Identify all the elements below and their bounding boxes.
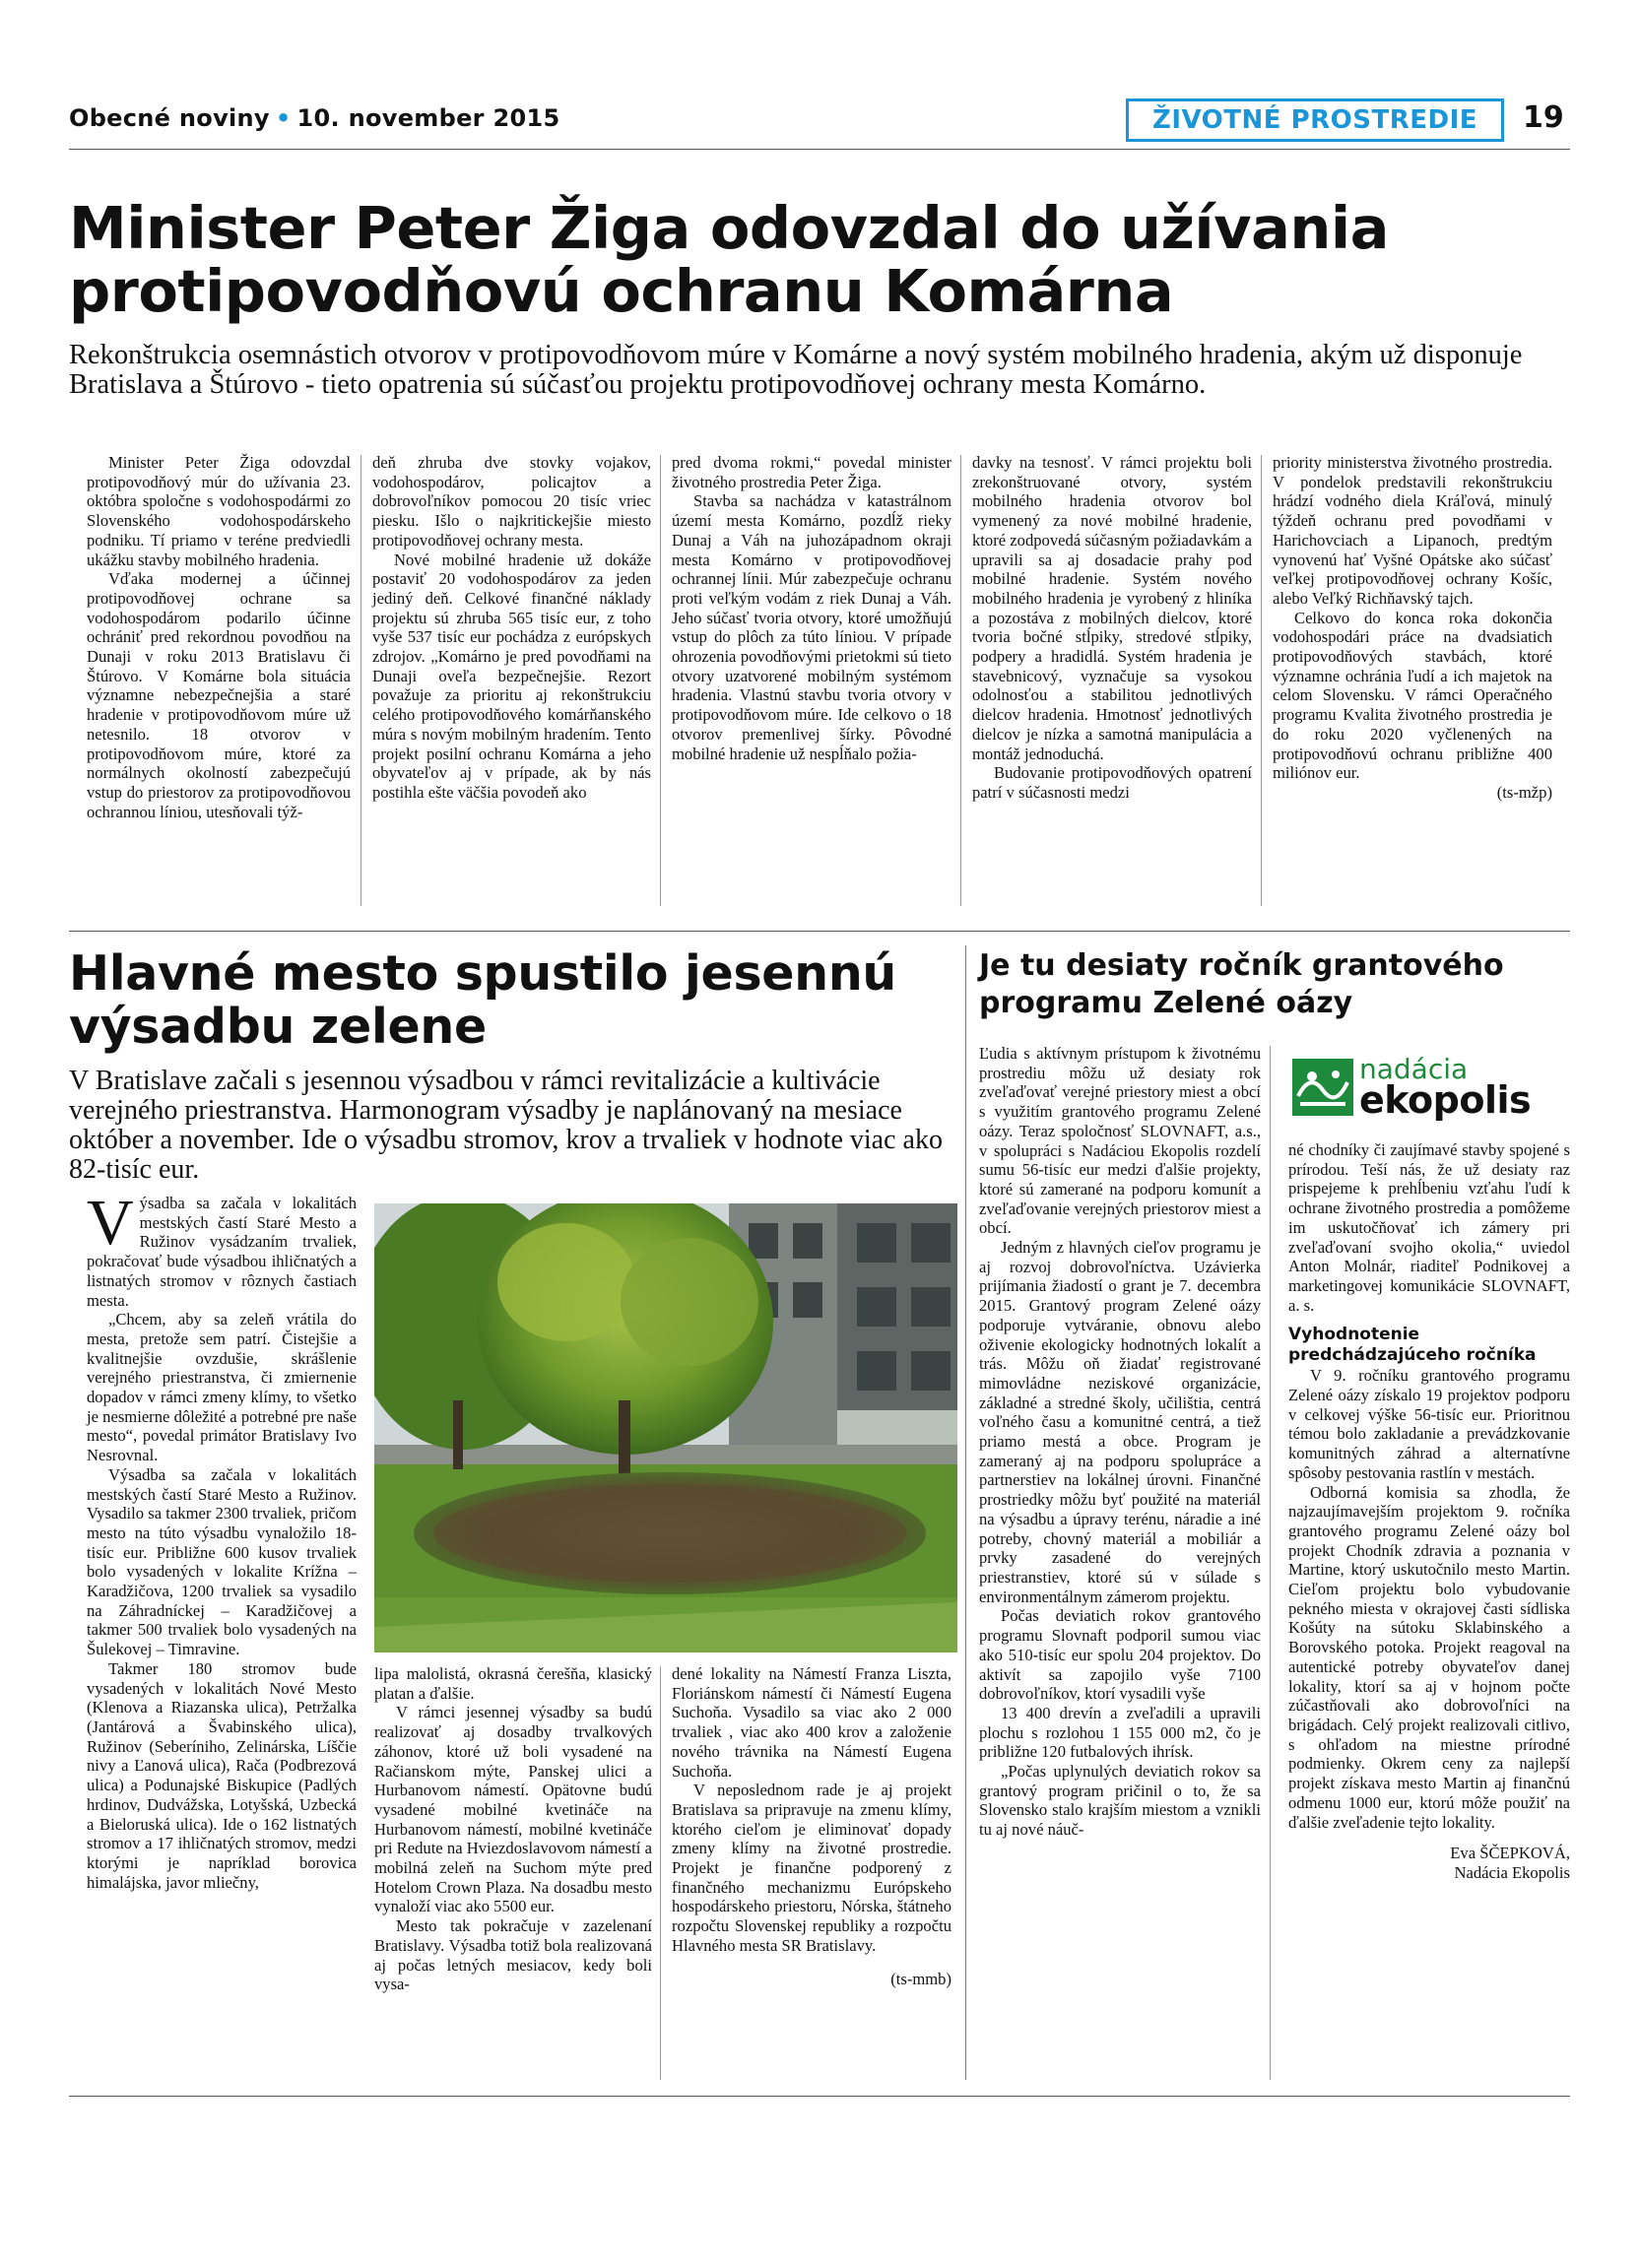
article2-lead: V Bratislave začali s jesennou výsadbou v rámci revitalizácie a kultivácie verejného priestranstva. Harmonogram výsadby je naplánovaný na mesiace október a november. Ide o výsadbu stromov, krov a trvaliek v hodnote viac ako 82-tisíc eur. — [69, 1066, 943, 1185]
column-divider — [660, 455, 661, 906]
column-divider — [660, 1666, 661, 2080]
headline-line: Je tu desiaty ročník grantového — [979, 948, 1504, 983]
separator-dot: • — [275, 104, 292, 132]
paragraph: Odborná komisia sa zhodla, že najzaujímavejším projektom 9. ročníka grantového programu Zelené oázy bol projekt Chodník zdravia a poznania v Martine, ktorý uskutočnilo mesto Martin. Cieľom projektu bolo vybudovanie pekného miesta v okrajovej časti sídliska Košúty na sútoku Sklabinského a Borovského potoka. Projekt reagoval na autentické potreby obyvateľov danej lokality, ktorí sa aj v hojnom počte zúčastňovali ako dobrovoľníci na brigádach. Celý projekt realizovali citlivo, s ohľadom na miestne prírodné podmienky. Okrem ceny za najlepší projekt získava mesto Martin aj finančnú odmenu 1000 eur, ktorú môže použiť na ďalšie zveľadenie tejto lokality. — [1288, 1482, 1570, 1832]
column-divider — [960, 455, 961, 906]
article3-headline — [979, 947, 1570, 1022]
ekopolis-logo — [1292, 1053, 1574, 1124]
paragraph: Takmer 180 stromov bude vysadených v lokalitách Nové Mesto (Klenova a Riazanska ulica), Petržalka (Jantárová a Švabinského ulica), Ružinov (Seberíniho, Zelinárska, Líščie nivy a Ľanová ulica), Rača (Podbrezová ulica) a Podunajské Biskupice (Padlých hrdinov, Dudvážska, Lotyšská, Uzbecká a Bieloruská ulica). Ide o 162 listnatých stromov a 17 ihličnatých stromov, medzi ktorými je napríklad borovica himalájska, javor mliečny, — [87, 1658, 357, 1892]
paragraph: davky na tesnosť. V rámci projektu boli zrekonštruované otvory, systém mobilného hradenia otvorov bol vymenený za nové mobilné hradenie, ktoré zodpovedá súčasným požiadavkám a upravili sa aj dosadacie prahy pod mobilné hradenie. Systém nového mobilného hradenia je vyrobený z hliníka a pozostáva z mobilných dielcov, ktoré tvoria bočné stĺpiky, stredové stĺpiky, podpery a hradidlá. Systém hradenia je stavebnicový, vyznačuje sa vysokou odolnosťou a stabilitou jednotlivých dielcov hradenia. Hmotnosť jednotlivých dielcov je nízka a samotná manipulácia a montáž jednoduchá. — [972, 453, 1252, 763]
headline-line: Hlavné mesto spustilo jesennú — [69, 945, 896, 1002]
paragraph: V neposlednom rade je aj projekt Bratislava sa pripravuje na zmenu klímy, ktorého cieľom je eliminovať dopady zmeny klímy na životné prostredie. Projekt je finančne podporený z finančného mechanizmu Európskeho hospodárskeho priestoru, Nórska, štátneho rozpočtu Slovenskej republiky a rozpočtu Hlavného mesta SR Bratislavy. — [672, 1781, 951, 1955]
headline-line: programu Zelené oázy — [979, 986, 1353, 1020]
paragraph: Počas deviatich rokov grantového programu Slovnaft podporil sumou viac ako 510-tisíc eur spolu 204 projektov. Do aktivít sa zapojilo vyše 7100 dobrovoľníkov, ktorí vysadili vyše — [979, 1606, 1261, 1704]
column-divider — [1270, 1046, 1271, 2080]
header-rule — [69, 149, 1570, 150]
article2-column-3 — [672, 1664, 951, 1988]
paragraph — [87, 1187, 357, 1310]
paragraph: né chodníky či zaujímavé stavby spojené s prírodou. Teší nás, že už desiaty raz prispejeme k prehĺbeniu vzťahu ľudí k ochrane životného prostredia a pomôžeme im uskutočňovať ich zámery pri zveľaďovaní svojho okolia,“ uviedol Anton Molnár, riaditeľ Podnikovej a marketingovej komunikácie SLOVNAFT, a. s. — [1288, 1140, 1570, 1315]
paragraph: Minister Peter Žiga odovzdal protipovodňový múr do užívania 23. októbra spoločne s vodohospodármi zo Slovenského vodohospodárskeho podniku. Tí priamo v teréne predviedli ukážku stavby mobilného hradenia. — [87, 453, 351, 569]
section-divider — [965, 945, 966, 2080]
article1-column-1 — [87, 453, 351, 821]
paragraph: „Počas uplynulých deviatich rokov sa grantový program pričinil o to, že sa Slovensko stalo krajším miestom a vznikli tu aj nové náuč- — [979, 1762, 1261, 1840]
paragraph: V rámci jesennej výsadby sa budú realizovať aj dosadby trvalkových záhonov, ktoré už boli vysadené na Račianskom mýte, Panskej ulici a Hurbanovom námestí. Opätovne budú vysadené mobilné kvetináče na Hurbanovom námestí, mobilné kvetináče pri Redute na Hviezdoslavovom námestí a mobilná zeleň na Suchom mýte pred Hotelom Crown Plaza. Na dosadbu mesto vynaloží viac ako 5500 eur. — [374, 1703, 652, 1916]
paragraph: pred dvoma rokmi,“ povedal minister životného prostredia Peter Žiga. — [672, 453, 951, 491]
paragraph: Mesto tak pokračuje v zazelenaní Bratislavy. Výsadba totiž bola realizovaná aj počas letných mesiacov, kedy boli vysa- — [374, 1916, 652, 1994]
drop-cap: V — [87, 1187, 134, 1259]
article2-column-2 — [374, 1664, 652, 1994]
headline-line: Minister Peter Žiga odovzdal do užívania — [69, 194, 1389, 262]
paragraph: Celkovo do konca roka dokončia vodohospodári práce na dvadsiatich protipovodňových stavbách, ktoré významne ochránia ľudí a ich majetok na celom Slovensku. V rámci Operačného programu Kvalita životného prostredia je do roku 2020 vyčlenených na protipovodňovú ochranu približne 400 miliónov eur. — [1273, 608, 1552, 783]
article2-headline — [69, 947, 955, 1054]
article2-column-1 — [87, 1187, 357, 1892]
headline-line: protipovodňovú ochranu Komárna — [69, 257, 1174, 325]
subheading-line: Vyhodnotenie — [1288, 1325, 1420, 1345]
article1-column-2 — [372, 453, 651, 803]
park-photo-image — [374, 1203, 957, 1652]
section-label: ŽIVOTNÉ PROSTREDIE — [1126, 98, 1504, 142]
article-signature: (ts-mmb) — [890, 1969, 951, 1988]
article3-column-2 — [1288, 1140, 1570, 1883]
paragraph: Budovanie protipovodňových opatrení patrí v súčasnosti medzi — [972, 763, 1252, 802]
paragraph: „Chcem, aby sa zeleň vrátila do mesta, pretože sem patrí. Čistejšie a kvalitnejšie ovzdušie, skrášlenie verejného priestranstva, či zmiernenie dopadov v rámci zmeny klímy, to všetko je nesmierne dôležité a potrebné pre naše mesto“, povedal primátor Bratislavy Ivo Nesrovnal. — [87, 1310, 357, 1465]
article1-column-4 — [972, 453, 1252, 803]
issue-date: 10. november 2015 — [296, 104, 560, 132]
paragraph: 13 400 drevín a zveľadili a upravili plochu s rozlohou 1 155 000 m2, čo je približne 120 futbalových ihrísk. — [979, 1703, 1261, 1762]
footer-rule — [69, 2096, 1570, 2097]
park-photo — [374, 1203, 957, 1652]
subheading-line: predchádzajúceho ročníka — [1288, 1345, 1537, 1366]
paragraph: deň zhruba dve stovky vojakov, vodohospodárov, policajtov a dobrovoľníkov pomocou 20 tisíc vriec piesku. Išlo o najkritickejšie miesto protipovodňovej ochrany mesta. — [372, 453, 651, 550]
page-number: 19 — [1523, 100, 1564, 135]
paragraph-text: ýsadba sa začala v lokalitách mestských častí Staré Mesto a Ružinov vysádzaním trvaliek, pokračovať bude výsadbou ihličnatých a listnatých stromov v rôznych častiach mesta. — [87, 1194, 357, 1310]
logo-text-bottom: ekopolis — [1359, 1078, 1532, 1122]
section-rule — [69, 931, 1570, 932]
article1-column-3 — [672, 453, 951, 763]
article1-column-5 — [1273, 453, 1552, 803]
author-organization: Nadácia Ekopolis — [1454, 1862, 1570, 1882]
logo-text-top: nadácia — [1359, 1053, 1469, 1085]
paragraph: Stavba sa nachádza v katastrálnom území mesta Komárno, pozdĺž rieky Dunaj a Váh na juhozápadnom okraji mesta Komárno v protipovodňovej ochrannej línii. Múr zabezpečuje ochranu proti veľkým vodám z riek Dunaj a Váh. Jeho súčasť tvoria otvory, ktoré umožňujú vstup do plôch za túto líniou. V prípade ohrozenia povodňovými prietokmi sú tieto otvory uzatvorené mobilným systémom hradenia. Vlastnú stavbu tvoria otvory v protipovodňovom múre. Ide celkovo o 18 otvorov premenlivej šírky. Pôvodné mobilné hradenie už nespĺňalo požia- — [672, 491, 951, 763]
paragraph: lipa malolistá, okrasná čerešňa, klasický platan a ďalšie. — [374, 1664, 652, 1703]
paragraph: dené lokality na Námestí Franza Liszta, Floriánskom námestí či Námestí Eugena Suchoňa. Vysadilo sa viac ako 2 000 trvaliek , viac ako 400 krov a založenie nového trávnika na Námestí Eugena Suchoňa. — [672, 1664, 951, 1781]
paragraph: Výsadba sa začala v lokalitách mestských častí Staré Mesto a Ružinov. Vysadilo sa takmer 2300 trvaliek, pričom mesto na túto výsadbu vynaložilo 18-tisíc eur. Približne 600 kusov trvaliek bolo vysadených v lokalite Krížna – Karadžičova, 1200 trvaliek sa vysadilo na Záhradníckej – Karadžičovej a takmer 500 trvaliek bolo vysadených na Šulekovej – Timravine. — [87, 1464, 357, 1659]
paragraph: Jedným z hlavných cieľov programu je aj rozvoj dobrovoľníctva. Uzávierka prijímania žiadostí o grant je 7. decembra 2015. Grantový program Zelené oázy podporuje vytváranie, obnovu alebo oživenie ekologicky hodnotných lokalít a trás. Môžu oň žiadať registrované mimovládne neziskové organizácie, základné a stredné školy, učilištia, centrá voľného času a komunitné centrá, a tiež priamo mestá a obce. Program je zameraný aj na podporu spolupráce a partnerstiev na lokálnej úrovni. Finančné prostriedky môžu byť použité na materiál na výsadbu a úpravy terénu, náradie a iné potreby, chovný materiál a mobiliár a prvky zasadené do verejných priestranstiev, ktoré sú v súlade s environmentálnym zámerom projektu. — [979, 1238, 1261, 1606]
column-divider — [1261, 455, 1262, 906]
paragraph: priority ministerstva životného prostredia. V pondelok predstavili rekonštrukciu hrádzí vodného diela Kráľová, minulý týždeň ochranu pred povodňami v Harichovciach a Lipanoch, predtým vynovenú hať Vyšné Opátske ako súčasť veľkej protipovodňovej ochrany Košíc, alebo Veľký Richňavský tajch. — [1273, 453, 1552, 608]
subheading — [1288, 1325, 1570, 1366]
article-signature: (ts-mžp) — [1496, 782, 1552, 802]
headline-line: výsadbu zelene — [69, 999, 487, 1055]
paragraph: Nové mobilné hradenie už dokáže postaviť 20 vodohospodárov za jeden jediný deň. Celkové finančné náklady projektu sú zhruba 565 tisíc eur, z toho vyše 537 tisíc eur pochádza z európskych zdrojov. „Komárno je pred povodňami na Dunaji oveľa bezpečnejšie. Rezort považuje za prioritu aj rekonštrukciu celého protipovodňového komárňanského múra s novým mobilným hradením. Tento projekt posilní ochranu Komárna a jeho obyvateľov aj v prípade, ak by nás postihla ešte väčšia povodeň ako — [372, 550, 651, 802]
paragraph: Ľudia s aktívnym prístupom k životnému prostrediu môžu už desiaty rok zveľaďovať verejné priestory miest a obcí s využitím grantového programu Zelené oázy. Teraz spoločnosť SLOVNAFT, a.s., v spolupráci s Nadáciou Ekopolis rozdelí sumu 56-tisíc eur medzi ďalšie projekty, ktoré sú zamerané na podporu komunít a zveľaďovanie verejných priestorov miest a obcí. — [979, 1044, 1261, 1238]
paragraph: V 9. ročníku grantového programu Zelené oázy získalo 19 projektov podporu v celkovej výške 56-tisíc eur. Prioritnou témou bolo zakladanie a prevádzkovanie komunitných záhrad a alternatívne spôsoby pestovania rastlín v mestách. — [1288, 1366, 1570, 1482]
author-name: Eva ŠČEPKOVÁ, — [1450, 1844, 1570, 1863]
paper-name: Obecné noviny — [69, 104, 270, 132]
running-header — [69, 104, 559, 132]
article1-lead: Rekonštrukcia osemnástich otvorov v protipovodňovom múre v Komárne a nový systém mobilného hradenia, akým už disponuje Bratislava a Štúrovo - tieto opatrenia sú súčasťou projektu protipovodňovej ochrany mesta Komárno. — [69, 340, 1523, 400]
paragraph: Vďaka modernej a účinnej protipovodňovej ochrane sa vodohospodárom podarilo účinne ochrániť pred rekordnou povodňou na Dunaji v roku 2013 Bratislavu či Štúrovo. V Komárne bola situácia významne nebezpečnejšia a staré hradenie v protipovodňovom múre už netesnilo. 18 otvorov v protipovodňovom múre, ktoré za normálnych okolností zabezpečujú vstup do priestorov za protipovodňovou ochrannou líniou, utesňovali týž- — [87, 569, 351, 821]
article3-column-1 — [979, 1044, 1261, 1840]
article1-headline — [69, 194, 1546, 325]
